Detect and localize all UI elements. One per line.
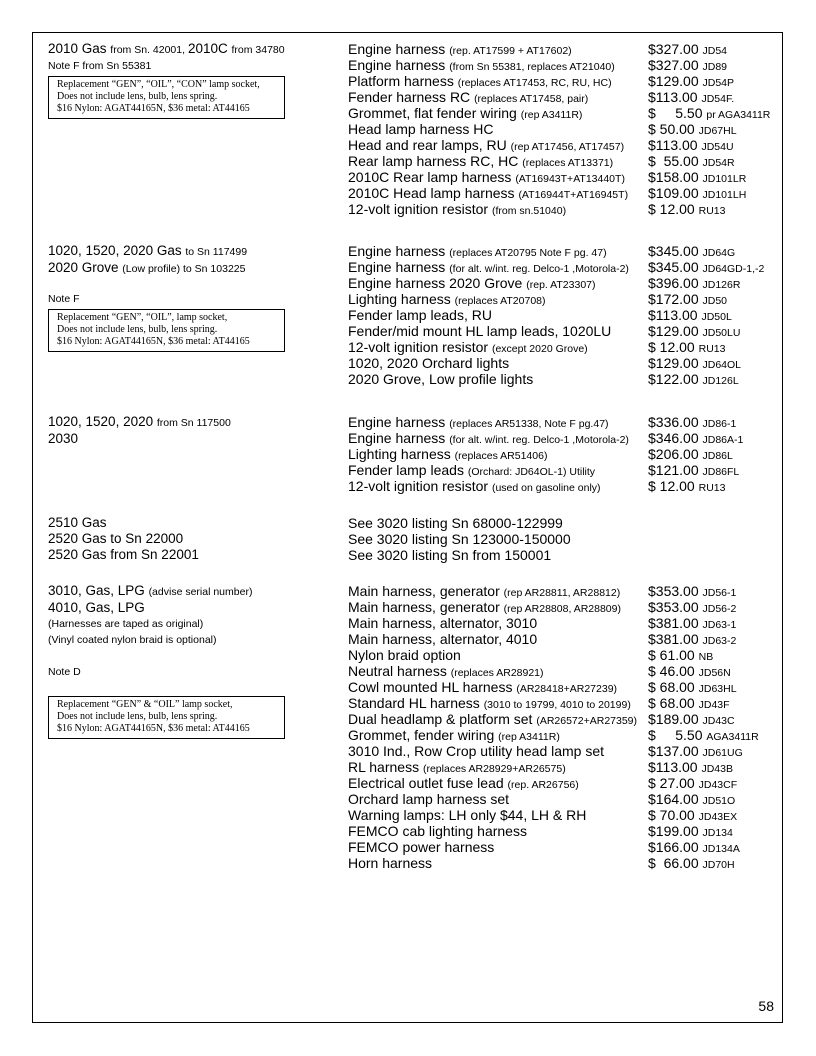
model-text: 1020, 1520, 2020 Gas: [48, 243, 186, 258]
part-name: Fender lamp leads: [348, 462, 464, 478]
parts-list: [348, 515, 778, 563]
price: $164.00: [648, 791, 699, 807]
part-name: 2010C Rear lamp harness: [348, 169, 512, 185]
part-description: [348, 478, 601, 496]
model-column: [48, 41, 338, 119]
part-name: Lighting harness: [348, 291, 451, 307]
model-text: from 34780: [231, 44, 285, 56]
part-number: RU13: [698, 205, 726, 217]
part-row: [348, 663, 778, 679]
part-name: 2020 Grove, Low profile lights: [348, 371, 534, 387]
replacement-note-box: [48, 309, 285, 352]
price: $121.00: [648, 462, 699, 478]
part-number: JD63HL: [698, 683, 737, 695]
part-name: Cowl mounted HL harness: [348, 679, 513, 695]
part-description: [348, 371, 533, 387]
note-line: Replacement “GEN”, “OIL”, “CON” lamp socket,: [57, 79, 260, 90]
model-text: 1020, 1520, 2020: [48, 414, 157, 429]
part-detail: (AR28418+AR27239): [516, 683, 618, 695]
part-row: [348, 583, 778, 599]
model-text: 3010, Gas, LPG: [48, 583, 149, 598]
part-detail: (AT16944T+AT16945T): [518, 189, 629, 201]
part-row: [348, 259, 778, 275]
part-row: [348, 41, 778, 57]
part-number: JD64G: [702, 247, 736, 259]
part-row: [348, 615, 778, 631]
part-row: [348, 307, 778, 323]
part-detail: (replaces AT17453, RC, RU, HC): [457, 77, 612, 89]
part-name: Main harness, alternator, 3010: [348, 615, 538, 631]
parts-list: [348, 41, 778, 217]
part-detail: (rep A3411R): [498, 731, 560, 743]
part-name: 12-volt ignition resistor: [348, 201, 489, 217]
part-name: 1020, 2020 Orchard lights: [348, 355, 510, 371]
note-line: Replacement “GEN”, “OIL”, lamp socket,: [57, 312, 228, 323]
part-number: JD54U: [701, 141, 734, 153]
part-row: [348, 823, 778, 839]
part-number: JD64OL: [702, 359, 742, 371]
price: $113.00: [648, 89, 698, 105]
part-number: JD101LR: [702, 173, 747, 185]
part-detail: (rep. AT23307): [526, 279, 596, 291]
part-row: [348, 791, 778, 807]
part-description: [348, 201, 566, 219]
price: $ 12.00: [648, 478, 695, 494]
model-text: 2010C: [187, 41, 232, 56]
part-detail: (for alt. w/int. reg. Delco-1 ,Motorola-2): [449, 263, 629, 275]
price: $166.00: [648, 839, 699, 855]
price: $109.00: [648, 185, 699, 201]
model-column: [48, 243, 338, 352]
model-text: (advise serial number): [148, 586, 253, 598]
model-text: 2010 Gas: [48, 41, 111, 56]
part-name: Main harness, generator: [348, 583, 500, 599]
price: $ 27.00: [648, 775, 695, 791]
part-name: Main harness, alternator, 4010: [348, 631, 538, 647]
part-row: [348, 727, 778, 743]
part-detail: (rep. AR26756): [507, 779, 579, 791]
part-name: Fender/mid mount HL lamp leads, 1020LU: [348, 323, 612, 339]
part-row: [348, 430, 778, 446]
model-text: Note D: [48, 666, 81, 678]
price: $129.00: [648, 73, 699, 89]
price-cell: [648, 478, 725, 496]
parts-list: [348, 414, 778, 494]
model-text: Note F from Sn 55381: [48, 60, 152, 72]
model-line: [48, 58, 338, 74]
price: $172.00: [648, 291, 699, 307]
part-detail: (from Sn 55381, replaces AT21040): [449, 61, 615, 73]
part-row: [348, 478, 778, 494]
part-number: JD63-2: [702, 635, 737, 647]
part-number: AGA3411R: [706, 731, 759, 743]
part-row: [348, 291, 778, 307]
part-detail: (AT16943T+AT13440T): [515, 173, 625, 185]
price: $396.00: [648, 275, 699, 291]
model-column: [48, 515, 338, 563]
part-row: [348, 201, 778, 217]
part-row: [348, 73, 778, 89]
part-name: Main harness, generator: [348, 599, 500, 615]
model-column: [48, 414, 338, 447]
part-name: Engine harness: [348, 41, 446, 57]
part-detail: (Orchard: JD64OL-1) Utility: [467, 466, 596, 478]
part-description: [348, 515, 563, 531]
model-text: 2030: [48, 431, 79, 446]
part-detail: (from sn.51040): [491, 205, 567, 217]
part-row: [348, 137, 778, 153]
model-line: [48, 547, 338, 563]
part-number: RU13: [698, 343, 726, 355]
part-row: [348, 775, 778, 791]
price-cell: [648, 855, 735, 873]
model-line: [48, 616, 338, 632]
part-row: [348, 89, 778, 105]
part-row: [348, 679, 778, 695]
part-number: JD51O: [702, 795, 736, 807]
part-detail: (except 2020 Grove): [491, 343, 588, 355]
model-line: [48, 260, 338, 277]
part-description: [348, 839, 494, 855]
price: $353.00: [648, 599, 699, 615]
part-name: 3010 Ind., Row Crop utility head lamp set: [348, 743, 605, 759]
part-detail: (used on gasoline only): [491, 482, 601, 494]
price: $ 66.00: [648, 855, 699, 871]
part-name: Grommet, flat fender wiring: [348, 105, 517, 121]
model-text: (Harnesses are taped as original): [48, 618, 204, 630]
model-line: [48, 414, 338, 431]
part-row: [348, 515, 778, 531]
price: $ 5.50: [648, 105, 703, 121]
model-text: (Vinyl coated nylon braid is optional): [48, 634, 217, 646]
part-number: JD50L: [701, 311, 732, 323]
part-number: JD43B: [701, 763, 733, 775]
price: $137.00: [648, 743, 699, 759]
part-detail: (replaces AT20708): [454, 295, 546, 307]
price: $327.00: [648, 41, 699, 57]
parts-list: [348, 583, 778, 871]
part-number: pr AGA3411R: [706, 109, 771, 121]
part-name: Rear lamp harness RC, HC: [348, 153, 519, 169]
part-name: Nylon braid option: [348, 647, 461, 663]
part-name: Warning lamps: LH only $44, LH & RH: [348, 807, 587, 823]
model-line: [48, 664, 338, 680]
page-frame: [32, 32, 783, 1023]
model-line: [48, 41, 338, 58]
model-text: 2020 Grove: [48, 260, 123, 275]
part-detail: (rep A3411R): [520, 109, 583, 121]
price: $113.00: [648, 137, 698, 153]
part-description: [348, 823, 527, 839]
spacer: [48, 680, 338, 694]
part-number: JD54P: [702, 77, 735, 89]
price: $ 68.00: [648, 695, 695, 711]
price-cell: [648, 201, 725, 219]
part-row: [348, 323, 778, 339]
part-row: [348, 105, 778, 121]
price: $ 46.00: [648, 663, 695, 679]
model-line: [48, 583, 338, 600]
part-description: [348, 307, 492, 323]
price: $189.00: [648, 711, 699, 727]
price: $381.00: [648, 615, 699, 631]
model-line: [48, 648, 338, 664]
price: $ 70.00: [648, 807, 695, 823]
part-number: JD86L: [702, 450, 733, 462]
model-text: 4010, Gas, LPG: [48, 600, 145, 615]
part-row: [348, 153, 778, 169]
part-row: [348, 807, 778, 823]
part-number: NB: [698, 651, 714, 663]
part-name: Head lamp harness HC: [348, 121, 494, 137]
part-number: RU13: [698, 482, 726, 494]
part-row: [348, 446, 778, 462]
part-row: [348, 414, 778, 430]
replacement-note-box: [48, 696, 285, 739]
part-detail: (rep AT17456, AT17457): [510, 141, 625, 153]
part-number: JD89: [702, 61, 728, 73]
part-number: JD54R: [702, 157, 735, 169]
price: $ 55.00: [648, 153, 699, 169]
part-name: Engine harness 2020 Grove: [348, 275, 523, 291]
model-line: [48, 531, 338, 547]
price: $129.00: [648, 323, 699, 339]
part-description: [348, 547, 551, 563]
model-line: [48, 243, 338, 260]
part-detail: (replaces AT20795 Note F pg. 47): [449, 247, 607, 259]
part-row: [348, 647, 778, 663]
part-number: JD43EX: [698, 811, 738, 823]
part-row: [348, 243, 778, 259]
part-row: [348, 743, 778, 759]
price: $ 68.00: [648, 679, 695, 695]
part-description: [348, 121, 494, 137]
part-number: JD56N: [698, 667, 731, 679]
part-number: JD61UG: [702, 747, 743, 759]
part-number: JD101LH: [702, 189, 747, 201]
part-name: Lighting harness: [348, 446, 451, 462]
model-text: 2520 Gas to Sn 22000: [48, 531, 184, 546]
price: $199.00: [648, 823, 699, 839]
note-line: Does not include lens, bulb, lens spring.: [57, 91, 218, 102]
model-line: [48, 632, 338, 648]
part-detail: (3010 to 19799, 4010 to 20199): [483, 699, 631, 711]
note-line: $16 Nylon: AGAT44165N, $36 metal: AT44165: [57, 723, 250, 734]
note-line: Does not include lens, bulb, lens spring.: [57, 324, 218, 335]
part-row: [348, 599, 778, 615]
note-line: $16 Nylon: AGAT44165N, $36 metal: AT44165: [57, 336, 250, 347]
part-number: JD134: [702, 827, 733, 839]
price: $113.00: [648, 759, 698, 775]
model-column: [48, 583, 338, 739]
price: $381.00: [648, 631, 699, 647]
part-description: [348, 791, 509, 807]
price: $158.00: [648, 169, 699, 185]
part-row: [348, 355, 778, 371]
part-row: [348, 631, 778, 647]
parts-list: [348, 243, 778, 387]
part-detail: (rep. AT17599 + AT17602): [449, 45, 572, 57]
model-text: 2510 Gas: [48, 515, 107, 530]
part-row: [348, 839, 778, 855]
part-name: Grommet, fender wiring: [348, 727, 495, 743]
part-name: FEMCO power harness: [348, 839, 495, 855]
model-text: to Sn 117499: [185, 246, 248, 258]
part-detail: (rep AR28811, AR28812): [503, 587, 621, 599]
note-line: $16 Nylon: AGAT44165N, $36 metal: AT44165: [57, 103, 250, 114]
part-name: Engine harness: [348, 430, 446, 446]
note-line: Does not include lens, bulb, lens spring.: [57, 711, 218, 722]
part-number: JD134A: [702, 843, 740, 855]
part-name: Fender lamp leads, RU: [348, 307, 492, 323]
part-name: Engine harness: [348, 414, 446, 430]
part-row: [348, 759, 778, 775]
part-detail: (replaces AR51406): [454, 450, 548, 462]
part-description: [348, 615, 537, 631]
part-number: JD126R: [702, 279, 741, 291]
model-line: [48, 431, 338, 447]
part-number: JD43F: [698, 699, 730, 711]
part-name: 12-volt ignition resistor: [348, 478, 489, 494]
part-row: [348, 855, 778, 871]
part-description: [348, 647, 461, 663]
part-name: Standard HL harness: [348, 695, 480, 711]
part-number: JD64GD-1,-2: [702, 263, 765, 275]
part-row: [348, 547, 778, 563]
part-name: Electrical outlet fuse lead: [348, 775, 504, 791]
part-number: JD86A-1: [702, 434, 744, 446]
part-row: [348, 711, 778, 727]
part-name: Platform harness: [348, 73, 454, 89]
price: $122.00: [648, 371, 699, 387]
price: $ 12.00: [648, 339, 695, 355]
part-detail: (AR26572+AR27359): [536, 715, 638, 727]
part-name: Orchard lamp harness set: [348, 791, 510, 807]
part-description: [348, 631, 537, 647]
replacement-note-box: [48, 76, 285, 119]
part-number: JD86-1: [702, 418, 737, 430]
price: $345.00: [648, 259, 699, 275]
part-detail: (replaces AT17458, pair): [474, 93, 589, 105]
part-detail: (replaces AR28921): [450, 667, 544, 679]
part-number: JD56-2: [702, 603, 737, 615]
part-row: [348, 275, 778, 291]
part-number: JD43C: [702, 715, 735, 727]
part-name: RL harness: [348, 759, 420, 775]
note-line: Replacement “GEN” & “OIL” lamp socket,: [57, 699, 233, 710]
price: $346.00: [648, 430, 699, 446]
part-name: Neutral harness: [348, 663, 447, 679]
part-row: [348, 121, 778, 137]
part-number: JD63-1: [702, 619, 737, 631]
part-description: [348, 323, 611, 339]
part-name: Engine harness: [348, 259, 446, 275]
part-row: [348, 169, 778, 185]
part-number: JD67HL: [698, 125, 737, 137]
price: $113.00: [648, 307, 698, 323]
part-detail: (replaces AR51338, Note F pg.47): [449, 418, 609, 430]
spacer: [48, 277, 338, 291]
price: $ 5.50: [648, 727, 703, 743]
part-number: JD56-1: [702, 587, 737, 599]
part-description: [348, 355, 509, 371]
part-number: JD50LU: [702, 327, 741, 339]
part-row: [348, 371, 778, 387]
model-line: [48, 600, 338, 616]
part-name: Dual headlamp & platform set: [348, 711, 533, 727]
price: $ 50.00: [648, 121, 695, 137]
model-line: [48, 291, 338, 307]
part-name: Fender harness RC: [348, 89, 471, 105]
part-number: JD126L: [702, 375, 739, 387]
part-detail: (rep AR28808, AR28809): [503, 603, 621, 615]
price: $ 61.00: [648, 647, 695, 663]
part-description: [348, 743, 604, 759]
price-cell: [648, 371, 739, 389]
part-name: See 3020 listing Sn from 150001: [348, 547, 552, 563]
part-name: See 3020 listing Sn 123000-150000: [348, 531, 571, 547]
price: $ 12.00: [648, 201, 695, 217]
part-number: JD54: [702, 45, 728, 57]
model-text: (Low profile) to Sn 103225: [122, 263, 246, 275]
part-name: Horn harness: [348, 855, 433, 871]
price: $336.00: [648, 414, 699, 430]
part-number: JD70H: [702, 859, 735, 871]
model-text: Note F: [48, 293, 80, 305]
part-number: JD43CF: [698, 779, 738, 791]
part-row: [348, 185, 778, 201]
part-description: [348, 855, 432, 871]
price: $353.00: [648, 583, 699, 599]
part-name: 12-volt ignition resistor: [348, 339, 489, 355]
price: $345.00: [648, 243, 699, 259]
part-row: [348, 695, 778, 711]
part-detail: (for alt. w/int. reg. Delco-1 ,Motorola-2): [449, 434, 629, 446]
model-line: [48, 515, 338, 531]
part-name: Head and rear lamps, RU: [348, 137, 507, 153]
part-name: See 3020 listing Sn 68000-122999: [348, 515, 563, 531]
part-detail: (replaces AR28929+AR26575): [422, 763, 566, 775]
part-row: [348, 462, 778, 478]
part-name: 2010C Head lamp harness: [348, 185, 515, 201]
part-number: JD86FL: [702, 466, 740, 478]
price: $129.00: [648, 355, 699, 371]
part-detail: (replaces AT13371): [522, 157, 614, 169]
part-number: JD50: [702, 295, 728, 307]
part-row: [348, 531, 778, 547]
part-row: [348, 339, 778, 355]
page-number: 58: [758, 998, 774, 1014]
part-name: Engine harness: [348, 57, 446, 73]
model-text: 2520 Gas from Sn 22001: [48, 547, 199, 562]
part-name: Engine harness: [348, 243, 446, 259]
part-number: JD54F.: [701, 93, 735, 105]
part-name: FEMCO cab lighting harness: [348, 823, 527, 839]
model-text: from Sn. 42001,: [110, 44, 188, 56]
part-description: [348, 531, 571, 547]
price: $206.00: [648, 446, 699, 462]
part-row: [348, 57, 778, 73]
model-text: from Sn 117500: [156, 417, 231, 429]
part-description: [348, 807, 586, 823]
price: $327.00: [648, 57, 699, 73]
